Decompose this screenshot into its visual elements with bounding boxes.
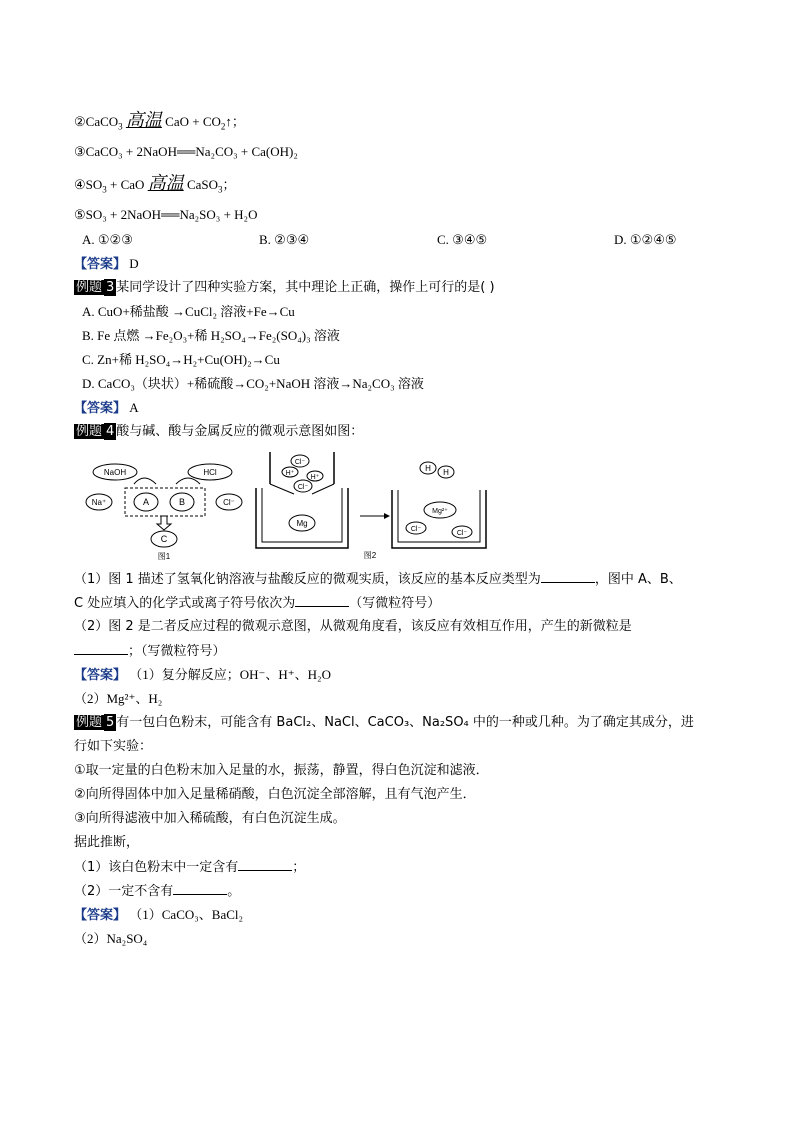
svg-text:Mg: Mg: [296, 519, 308, 528]
svg-text:NaOH: NaOH: [103, 468, 127, 477]
ex5-stem-2: 行如下实验：: [74, 739, 153, 754]
answer-line-2: （2）Na₂SO₄: [74, 931, 148, 946]
example-5-stem: 例题 5 有一包白色粉末，可能含有 BaCl₂、NaCl、CaCO₃、Na₂SO₄ 中的一种或几种。为了确定其成分，进: [76, 715, 694, 730]
figure-2: [252, 448, 492, 560]
answer-blank[interactable]: [74, 642, 128, 655]
example-tag: 例题: [76, 424, 103, 439]
answer-blank[interactable]: [541, 570, 595, 583]
answer-line: 【答案】 D: [74, 256, 139, 272]
option-a: A. ①②③: [82, 232, 133, 247]
svg-text:Mg²⁺: Mg²⁺: [432, 508, 448, 515]
equation-3: ③CaCO₃ + 2NaOH══Na₂CO₃ + Ca(OH)₂: [74, 144, 298, 159]
beaker-left: [256, 488, 348, 548]
example-tag: 例题: [76, 715, 103, 730]
answer-line: 【答案】 （1）CaCO₃、BaCl₂: [74, 907, 244, 923]
equation-5: ⑤SO₃ + 2NaOH══Na₂SO₃ + H₂O: [74, 207, 258, 222]
ex4-q1-line1: （1）图 1 描述了氢氧化钠溶液与盐酸反应的微观实质，该反应的基本反应类型为 ，图中 A、B、: [74, 572, 682, 587]
ex5-step-2: ②向所得固体中加入足量稀硝酸，白色沉淀全部溶解，且有气泡产生．: [74, 787, 476, 802]
ex5-infer: 据此推断，: [74, 835, 140, 850]
svg-text:Cl⁻: Cl⁻: [297, 484, 309, 491]
ex5-q2: （2）一定不含有 。: [74, 884, 241, 899]
example-tag: 例题: [76, 280, 103, 295]
svg-text:H: H: [443, 468, 449, 477]
svg-text:Cl⁻: Cl⁻: [410, 526, 422, 533]
option-c: C. ③④⑤: [437, 232, 488, 247]
svg-text:Cl⁻: Cl⁻: [456, 530, 468, 537]
svg-text:图2: 图2: [363, 551, 377, 560]
condition-high-temp: 高温: [147, 173, 184, 194]
ex3-option-d: D. CaCO₃（块状）+稀硫酸→CO₂+NaOH 溶液→Na₂CO₃ 溶液: [82, 376, 424, 391]
svg-text:HCl: HCl: [203, 468, 217, 477]
condition-high-temp: 高温: [125, 110, 162, 131]
answer-line-2: （2）Mg²⁺、H₂: [74, 691, 163, 706]
answer-line: 【答案】 （1）复分解反应；OH⁻、H⁺、H₂O: [74, 667, 331, 683]
ex3-option-a: A. CuO+稀盐酸 →CuCl₂ 溶液+Fe→Cu: [82, 304, 295, 319]
answer-line: 【答案】 A: [74, 400, 139, 416]
ex5-step-3: ③向所得滤液中加入稀硫酸，有白色沉淀生成。: [74, 811, 346, 826]
svg-text:Cl⁻: Cl⁻: [294, 459, 306, 466]
equation-4: $④SO_3$ + CaO 高温 CaSO$_3$；: [74, 173, 236, 195]
svg-text:图1: 图1: [157, 552, 171, 561]
svg-text:H⁺: H⁺: [310, 474, 320, 481]
ex4-q1-line2: C 处应填入的化学式或离子符号依次为 （写微粒符号）: [74, 596, 441, 611]
svg-text:B: B: [178, 497, 186, 507]
figure-1: [84, 454, 254, 564]
beaker-right: [392, 490, 486, 548]
ex4-q2-line2: ；（写微粒符号）: [74, 642, 226, 661]
svg-text:A: A: [142, 497, 150, 507]
ex3-option-c: C. Zn+稀 H₂SO₄→H₂+Cu(OH)₂→Cu: [82, 352, 280, 367]
answer-blank[interactable]: [295, 594, 349, 607]
answer-blank[interactable]: [238, 858, 292, 871]
example-3-stem: 例题 3 某同学设计了四种实验方案，其中理论上正确，操作上可行的是( ): [76, 280, 495, 295]
ex5-q1: （1）该白色粉末中一定含有 ；: [74, 860, 306, 875]
option-d: D. ①②④⑤: [614, 232, 677, 247]
svg-text:Cl⁻: Cl⁻: [223, 498, 235, 507]
svg-text:H: H: [425, 464, 431, 473]
example-4-stem: 例题 4 酸与碱、酸与金属反应的微观示意图如图：: [76, 424, 364, 439]
svg-text:C: C: [160, 534, 168, 544]
equation-2: ②CaCO$_3$ 高温 CaO + $CO_2↑$；: [74, 110, 245, 132]
ex4-q2-line1: （2）图 2 是二者反应过程的微观示意图，从微观角度看，该反应有效相互作用，产生的新微粒是: [74, 619, 632, 634]
answer-blank[interactable]: [173, 882, 227, 895]
ex5-step-1: ①取一定量的白色粉末加入足量的水，振荡，静置，得白色沉淀和滤液．: [74, 763, 489, 778]
svg-text:H⁺: H⁺: [285, 470, 295, 477]
ex3-option-b: B. Fe 点燃 →Fe₂O₃+稀 H₂SO₄→Fe₂(SO₄)₃ 溶液: [82, 328, 340, 343]
svg-text:Na⁺: Na⁺: [91, 498, 107, 507]
option-b: B. ②③④: [259, 232, 310, 247]
